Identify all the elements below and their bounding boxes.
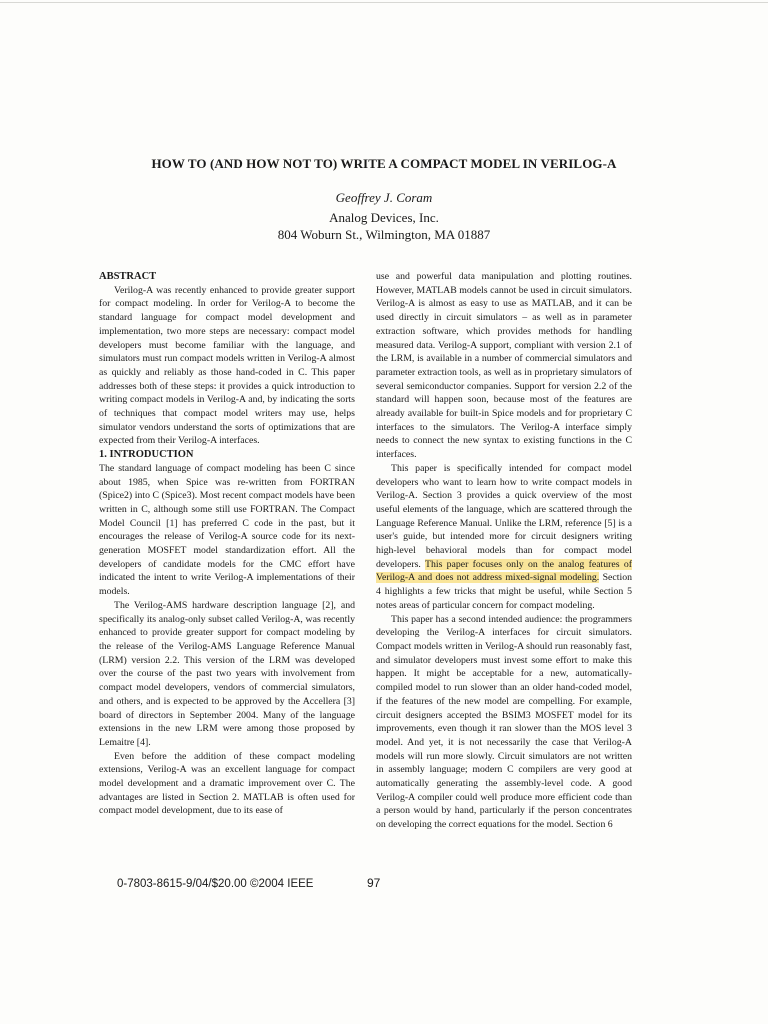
right-paragraph-3: This paper has a second intended audience: the programmers developing the Verilog-A interfaces for circuit simulators. Compact models written in Verilog-A should run reasonably fast, and simulator developers must invest some effort to make this happen. It might be acceptable for a new, automatically-compiled model to run slower than an older hand-coded model, if the features of the new model are compelling. For example, circuit designers accepted the BSIM3 MOSFET model for its improvements, even though it ran slower than the MOS level 3 model. And yet, it is not necessarily the case that Verilog-A models will run more slowly. Circuit simulators are not written in assembly language; modern C compilers are very good at automatically generating the assembly-level code. A good Verilog-A compiler could well produce more efficient code than a person would by hand, particularly if the person concentrates on developing the correct equations for the model. Section 6 bbox=[376, 613, 632, 831]
author-name: Geoffrey J. Coram bbox=[335, 190, 433, 205]
highlighted-text[interactable]: This paper focuses only on the analog features of Verilog-A and does not address mixed-signal modeling. bbox=[376, 558, 632, 584]
author-affiliation: Analog Devices, Inc. bbox=[329, 210, 439, 225]
abstract-text: Verilog-A was recently enhanced to provide greater support for compact modeling. In order for Verilog-A to become the standard language for compact model development and implementation, two more steps are necessary: compact model developers must become familiar with the language, and simulators must run compact models written in Verilog-A almost as quickly and reliably as those hand-coded in C. This paper addresses both of these steps: it provides a quick introduction to writing compact models in Verilog-A and, by indicating the sorts of techniques that compact model writers may use, helps simulator vendors understand the sorts of optimizations that are expected from their Verilog-A interfaces. bbox=[99, 284, 355, 447]
introduction-heading: 1. INTRODUCTION bbox=[99, 449, 194, 461]
intro-paragraph-3: Even before the addition of these compact modeling extensions, Verilog-A was an excellent language for compact model development and a dramatic improvement over C. The advantages are listed in Section 2. MATLAB is often used for compact model development, due to its ease of bbox=[99, 750, 355, 817]
right-paragraph-2-end: Section 4 highlights a few tricks that might be useful, while Section 5 notes areas of particular concern for compact modeling. bbox=[376, 572, 632, 611]
intro-paragraph-1: The standard language of compact modeling has been C since about 1985, when Spice was re-written from FORTRAN (Spice2) into C (Spice3). Most recent compact models have been written in C, although some still use FORTRAN. The Compact Model Council [1] has preferred C code in the past, but it encourages the release of Verilog-A source code for its next-generation MOSFET model standardization effort. All the developers of candidate models for the CMC effort have indicated the intent to write Verilog-A implementations of their models. bbox=[99, 462, 355, 598]
right-paragraph-1: use and powerful data manipulation and plotting routines. However, MATLAB models cannot be used in circuit simulators. Verilog-A is almost as easy to use as MATLAB, and it can be used directly in circuit simulators – as well as in parameter extraction software, which provides methods for handling measured data. Verilog-A support, compliant with version 2.1 of the LRM, is available in a number of commercial simulators and parameter extraction tools, as well as in proprietary simulators of several semiconductor companies. Support for version 2.2 of the standard will happen soon, because most of the features are already available for built-in Spice models and for proprietary C interfaces to the simulators. The Verilog-A interface simply needs to connect the new syntax to existing functions in the C interfaces. bbox=[376, 271, 632, 461]
paper-title: HOW TO (AND HOW NOT TO) WRITE A COMPACT MODEL IN VERILOG-A bbox=[151, 156, 617, 171]
author-address: 804 Woburn St., Wilmington, MA 01887 bbox=[277, 227, 491, 242]
right-paragraph-2-start: This paper is specifically intended for compact model developers who want to learn how to write compact models in Verilog-A. Section 3 provides a quick overview of the most useful elements of the language, which are scattered through the Language Reference Manual. Unlike the LRM, reference [5] is a user's guide, but intended more for circuit designers writing high-level behavioral models than for compact model developers. bbox=[376, 462, 632, 570]
page-top-edge bbox=[0, 2, 768, 3]
copyright-line: 0-7803-8615-9/04/$20.00 ©2004 IEEE bbox=[117, 878, 314, 890]
abstract-heading: ABSTRACT bbox=[99, 271, 157, 282]
right-paragraph-2 bbox=[376, 462, 632, 613]
page-number: 97 bbox=[367, 876, 381, 890]
right-column bbox=[376, 270, 632, 832]
left-column bbox=[99, 270, 355, 818]
intro-paragraph-2: The Verilog-AMS hardware description language [2], and specifically its analog-only subset called Verilog-A, was recently enhanced to provide greater support for compact modeling by the release of the Verilog-AMS Language Reference Manual (LRM) version 2.2. This version of the LRM was developed over the course of the past two years with involvement from compact model developers, vendors of commercial simulators, and others, and is expected to be approved by the Accellera [3] board of directors in September 2004. Many of the language extensions in the new LRM were among those proposed by Lemaitre [4]. bbox=[99, 599, 355, 748]
